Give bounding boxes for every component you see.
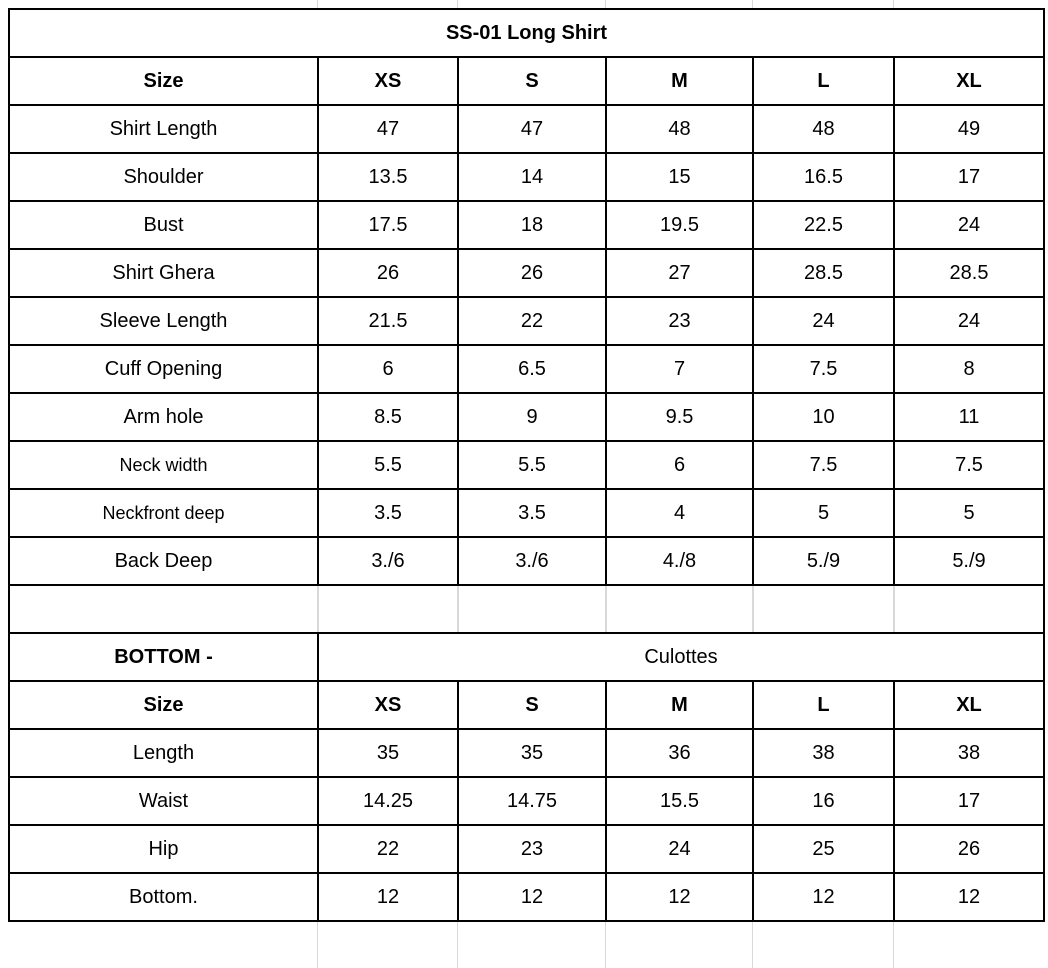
value-cell: 28.5 [753, 249, 894, 297]
row-label: Bottom. [9, 873, 318, 921]
header-cell: L [753, 681, 894, 729]
table-row [9, 153, 1044, 201]
value-cell: 12 [894, 873, 1044, 921]
value-cell: 15.5 [606, 777, 753, 825]
value-cell: 14.25 [318, 777, 458, 825]
spacer-row [9, 585, 1044, 633]
value-cell: 7 [606, 345, 753, 393]
value-cell: 22 [458, 297, 606, 345]
value-cell: 18 [458, 201, 606, 249]
value-cell: 13.5 [318, 153, 458, 201]
value-cell: 21.5 [318, 297, 458, 345]
value-cell: 17.5 [318, 201, 458, 249]
table-row [9, 297, 1044, 345]
value-cell: 6 [318, 345, 458, 393]
value-cell: 3./6 [458, 537, 606, 585]
header-cell: M [606, 57, 753, 105]
value-cell: 48 [753, 105, 894, 153]
value-cell: 28.5 [894, 249, 1044, 297]
value-cell: 4./8 [606, 537, 753, 585]
value-cell: 12 [606, 873, 753, 921]
value-cell: 19.5 [606, 201, 753, 249]
value-cell: 17 [894, 777, 1044, 825]
value-cell: 5./9 [894, 537, 1044, 585]
value-cell: 5.5 [458, 441, 606, 489]
value-cell: 6.5 [458, 345, 606, 393]
title-row [9, 9, 1044, 57]
value-cell: 22.5 [753, 201, 894, 249]
empty-cell [9, 585, 318, 633]
value-cell: 8 [894, 345, 1044, 393]
empty-cell [894, 585, 1044, 633]
table-row [9, 537, 1044, 585]
bottom-style-name: Culottes [318, 633, 1044, 681]
value-cell: 3./6 [318, 537, 458, 585]
header-cell: S [458, 681, 606, 729]
value-cell: 16.5 [753, 153, 894, 201]
empty-cell [318, 585, 458, 633]
header-cell: XS [318, 57, 458, 105]
table-row [9, 729, 1044, 777]
value-cell: 24 [606, 825, 753, 873]
value-cell: 26 [458, 249, 606, 297]
row-label: Shirt Ghera [9, 249, 318, 297]
row-label: Arm hole [9, 393, 318, 441]
top-size-header-row [9, 57, 1044, 105]
row-label: Length [9, 729, 318, 777]
value-cell: 12 [458, 873, 606, 921]
value-cell: 24 [894, 201, 1044, 249]
row-label: Waist [9, 777, 318, 825]
value-cell: 7.5 [753, 345, 894, 393]
value-cell: 3.5 [318, 489, 458, 537]
value-cell: 7.5 [753, 441, 894, 489]
table-row [9, 441, 1044, 489]
value-cell: 23 [458, 825, 606, 873]
value-cell: 7.5 [894, 441, 1044, 489]
value-cell: 27 [606, 249, 753, 297]
value-cell: 22 [318, 825, 458, 873]
row-label: Sleeve Length [9, 297, 318, 345]
row-label: Shoulder [9, 153, 318, 201]
header-cell: XS [318, 681, 458, 729]
row-label: Hip [9, 825, 318, 873]
value-cell: 8.5 [318, 393, 458, 441]
header-cell: Size [9, 57, 318, 105]
value-cell: 10 [753, 393, 894, 441]
value-cell: 36 [606, 729, 753, 777]
value-cell: 9 [458, 393, 606, 441]
row-label: Neckfront deep [9, 489, 318, 537]
value-cell: 3.5 [458, 489, 606, 537]
value-cell: 9.5 [606, 393, 753, 441]
value-cell: 5./9 [753, 537, 894, 585]
header-cell: XL [894, 681, 1044, 729]
row-label: Neck width [9, 441, 318, 489]
value-cell: 16 [753, 777, 894, 825]
bottom-title-row [9, 633, 1044, 681]
value-cell: 38 [753, 729, 894, 777]
value-cell: 12 [318, 873, 458, 921]
header-cell: L [753, 57, 894, 105]
value-cell: 24 [894, 297, 1044, 345]
value-cell: 38 [894, 729, 1044, 777]
bottom-section-label: BOTTOM - [9, 633, 318, 681]
value-cell: 6 [606, 441, 753, 489]
row-label: Bust [9, 201, 318, 249]
value-cell: 11 [894, 393, 1044, 441]
table-row [9, 105, 1044, 153]
empty-cell [458, 585, 606, 633]
value-cell: 35 [318, 729, 458, 777]
value-cell: 4 [606, 489, 753, 537]
value-cell: 12 [753, 873, 894, 921]
value-cell: 5.5 [318, 441, 458, 489]
value-cell: 24 [753, 297, 894, 345]
value-cell: 5 [753, 489, 894, 537]
value-cell: 47 [458, 105, 606, 153]
table-row [9, 825, 1044, 873]
value-cell: 47 [318, 105, 458, 153]
table-row [9, 393, 1044, 441]
value-cell: 26 [318, 249, 458, 297]
empty-cell [606, 585, 753, 633]
value-cell: 48 [606, 105, 753, 153]
header-cell: Size [9, 681, 318, 729]
value-cell: 26 [894, 825, 1044, 873]
value-cell: 49 [894, 105, 1044, 153]
header-cell: XL [894, 57, 1044, 105]
value-cell: 14 [458, 153, 606, 201]
empty-cell [753, 585, 894, 633]
table-row [9, 777, 1044, 825]
chart-title: SS-01 Long Shirt [9, 9, 1044, 57]
table-row [9, 489, 1044, 537]
table-row [9, 345, 1044, 393]
row-label: Cuff Opening [9, 345, 318, 393]
value-cell: 23 [606, 297, 753, 345]
table-row [9, 249, 1044, 297]
table-row [9, 873, 1044, 921]
value-cell: 35 [458, 729, 606, 777]
row-label: Back Deep [9, 537, 318, 585]
bottom-size-header-row [9, 681, 1044, 729]
value-cell: 5 [894, 489, 1044, 537]
header-cell: M [606, 681, 753, 729]
value-cell: 17 [894, 153, 1044, 201]
value-cell: 14.75 [458, 777, 606, 825]
value-cell: 15 [606, 153, 753, 201]
row-label: Shirt Length [9, 105, 318, 153]
header-cell: S [458, 57, 606, 105]
value-cell: 25 [753, 825, 894, 873]
size-chart-table [8, 8, 1045, 922]
table-row [9, 201, 1044, 249]
